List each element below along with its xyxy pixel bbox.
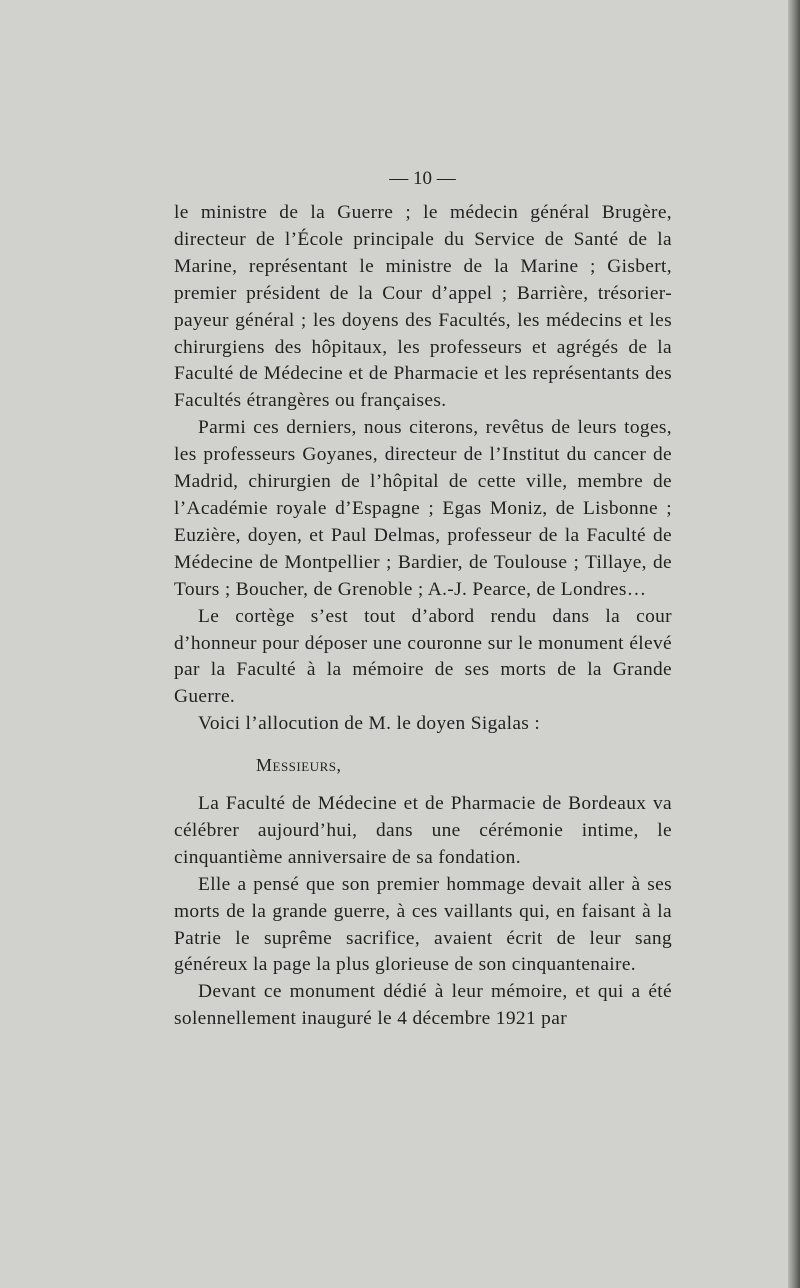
paragraph-anniversary: La Faculté de Médecine et de Pharmacie de Bordeaux va célébrer aujourd’hui, dans une cérémonie intime, le cinquantième anniversaire de sa fondation.: [174, 793, 672, 868]
page-number: — 10 —: [389, 168, 456, 189]
page-edge-shadow: [788, 0, 800, 1288]
paragraph-homage: Elle a pensé que son premier hommage devait aller à ses morts de la grande guerre, à ces vaillants qui, en faisant à la Patrie le suprême sacrifice, avaient écrit de leur sang généreux la page la plus glorieuse de son cinquantenaire.: [174, 873, 672, 976]
paragraph-procession: Le cortège s’est tout d’abord rendu dans la cour d’honneur pour déposer une couronne sur le monument élevé par la Faculté à la mémoire de ses morts de la Grande Guerre.: [174, 605, 672, 708]
paragraph-monument: Devant ce monument dédié à leur mémoire, et qui a été solennellement inauguré le 4 décembre 1921 par: [174, 981, 672, 1030]
paragraph-speech-intro: Voici l’allocution de M. le doyen Sigalas :: [198, 713, 541, 735]
paragraph-guests: Parmi ces derniers, nous citerons, revêtus de leurs toges, les professeurs Goyanes, directeur de l’Institut du cancer de Madrid, chirurgien de l’hôpital de cette ville, membre de l’Académie royale d’Espagne ; Egas Moniz, de Lisbonne ; Euzière, doyen, et Paul Delmas, professeur de la Faculté de Médecine de Montpellier ; Bardier, de Toulouse ; Tillaye, de Tours ; Boucher, de Grenoble ; A.-J. Pearce, de Londres…: [174, 417, 672, 600]
salutation: Messieurs,: [256, 755, 342, 776]
body-text: [174, 200, 672, 1033]
paragraph-continuation: le ministre de la Guerre ; le médecin général Brugère, directeur de l’École principale du Service de Santé de la Marine, représentant le ministre de la Marine ; Gisbert, premier président de la Cour d’appel ; Barrière, trésorier-payeur général ; les doyens des Facultés, les médecins et les chirurgiens des hôpitaux, les professeurs et agrégés de la Faculté de Médecine et de Pharmacie et les représentants des Facultés étrangères ou françaises.: [174, 202, 672, 412]
